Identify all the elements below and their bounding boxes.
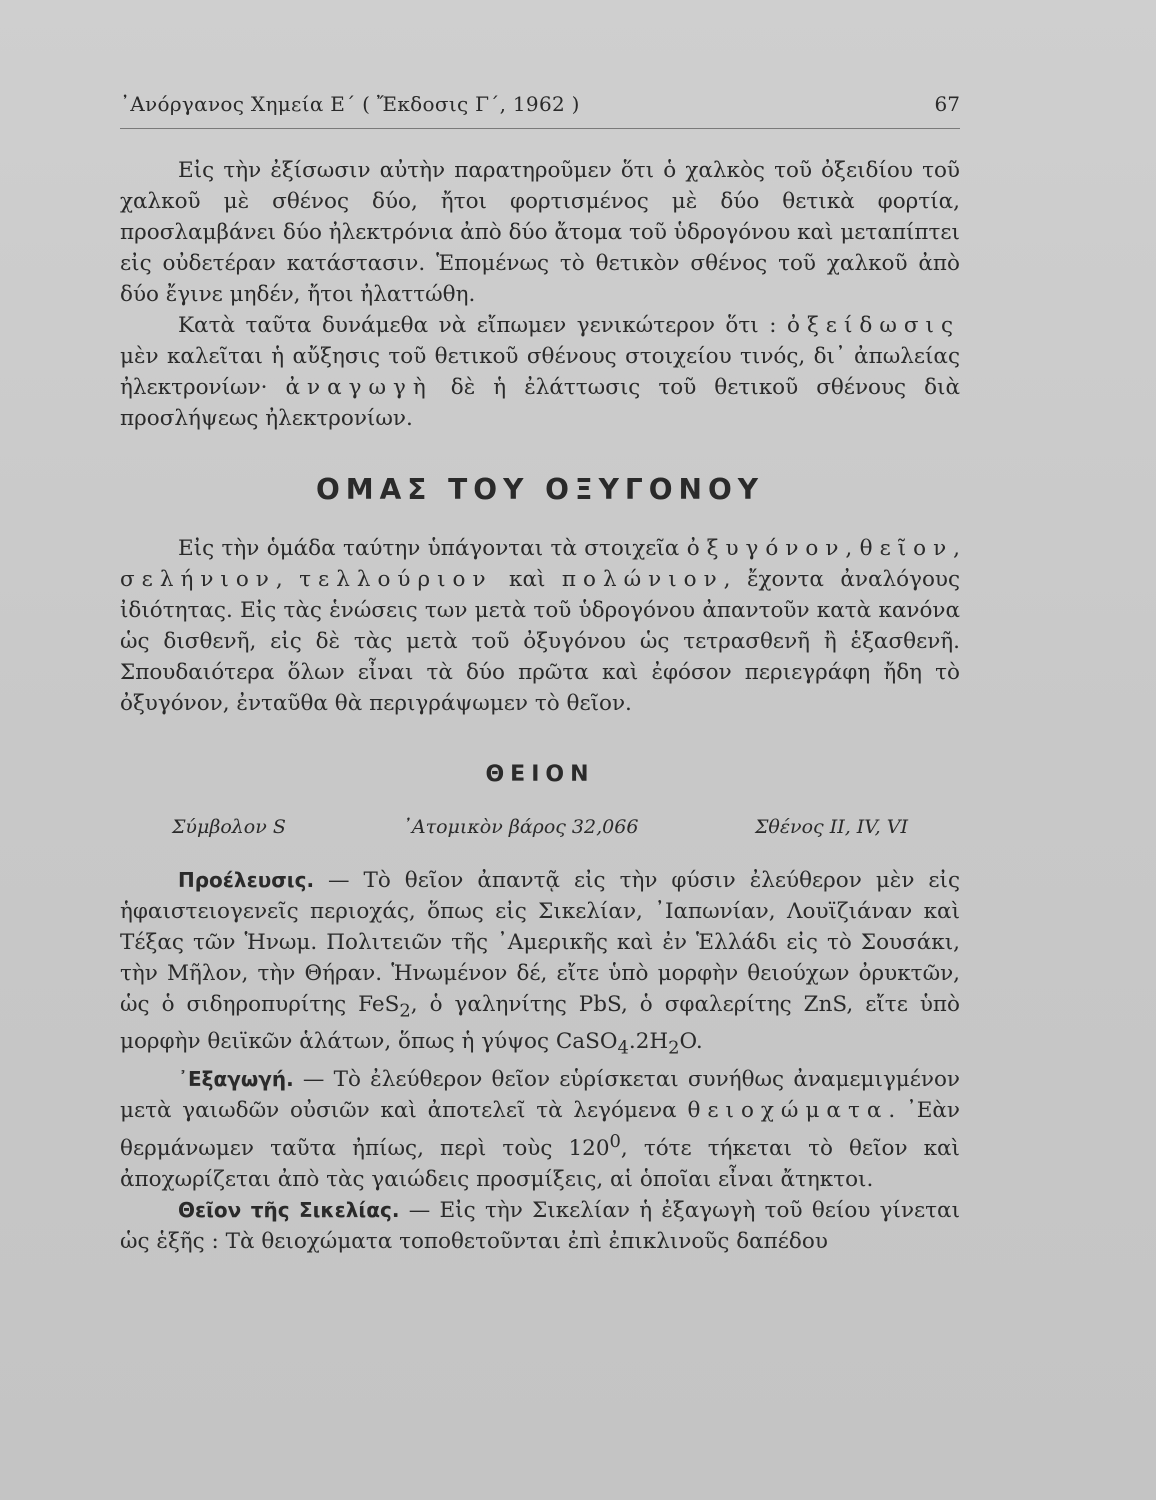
- element-sulfur: θεῖον: [859, 536, 954, 561]
- paragraph-copper-equation: Εἰς τὴν ἐξίσωσιν αὐτὴν παρατηροῦμεν ὅτι ὁ χαλκὸς τοῦ ὀξειδίου τοῦ χαλκοῦ μὲ σθένος δύο, ἤτοι φορτισμένος μὲ δύο θετικὰ φορτία, προσλαμβάνει δύο ἠλεκτρόνια ἀπὸ δύο ἄτομα τοῦ ὑδρογόνου καὶ μεταπίπτει εἰς οὐδετέραν κατάστασιν. Ἑπομένως τὸ θετικὸν σθένος τοῦ χαλκοῦ ἀπὸ δύο ἔγινε μηδέν, ἤτοι ἠλαττώθη.: [120, 158, 960, 307]
- origin-heading: Προέλευσις.: [178, 868, 315, 892]
- text-run: — Τὸ ἐλεύθερον θεῖον εὑρίσκεται συνήθως ἀναμεμιγμένον μετὰ γαιωδῶν οὐσιῶν καὶ ἀποτελεῖ τὰ λεγόμενα: [120, 1066, 960, 1123]
- page-body: [120, 155, 960, 1257]
- paragraph-sicily-sulfur: [120, 1195, 960, 1257]
- paragraph-oxygen-group: [120, 533, 960, 719]
- section-heading-oxygen-group: ΟΜΑΣ ΤΟΥ ΟΞΥΓΟΝΟΥ: [315, 473, 765, 506]
- element-selenium: σελήνιον: [120, 567, 276, 592]
- text-run: O.: [679, 1029, 703, 1055]
- paragraph-oxidation-definition: [120, 310, 960, 434]
- separator: καὶ: [492, 567, 562, 592]
- paragraph-origin: [120, 865, 960, 1064]
- superscript: 0: [609, 1130, 621, 1152]
- element-valence: Σθένος II, IV, VI: [754, 816, 908, 838]
- element-properties: [120, 812, 960, 843]
- element-oxygen: ὀξυγόνον: [686, 536, 846, 561]
- text-run: Κατὰ ταῦτα δυνάμεθα νὰ εἴπωμεν γενικώτερον ὅτι :: [178, 313, 788, 338]
- book-title: ᾿Ανόργανος Χημεία Ε΄ ( Ἔκδοσις Γ΄, 1962 ): [120, 92, 580, 116]
- element-polonium: πολώνιον: [561, 567, 724, 592]
- text-run: .2H: [628, 1029, 669, 1055]
- text-run: . ᾿Εὰν θερμάνωμεν ταῦτα ἠπίως, περὶ τοὺς 120: [120, 1097, 961, 1161]
- element-tellurium: τελλούριον: [299, 567, 493, 592]
- text-run: — Τὸ θεῖον ἀπαντᾷ εἰς τὴν φύσιν ἐλεύθερον μὲν εἰς ἡφαιστειογενεῖς περιοχάς, ὅπως εἰς Σικελίαν, ᾿Ιαπωνίαν, Λουϊζιάναν καὶ Τέξας τῶν Ἡνωμ. Πολιτειῶν τῆς ᾿Αμερικῆς καὶ ἐν Ἑλλάδι εἰς τὸ Σουσάκι, τὴν Μῆλον, τὴν Θήραν. Ἡνωμένον δέ, εἴτε ὑπὸ μορφὴν θειούχων ὀρυκτῶν, ὡς ὁ σιδηροπυρίτης FeS: [120, 868, 960, 1017]
- running-header: [120, 88, 960, 129]
- term-sulfur-earths: θειοχώματα: [687, 1097, 889, 1123]
- subscript: 2: [399, 1000, 411, 1022]
- text-run: μὲν καλεῖται ἡ αὔξησις τοῦ θετικοῦ σθένους στοιχείου τινός, δι᾿ ἀπωλείας ἠλεκτρονίων·: [120, 344, 960, 400]
- text-run: , ἔχοντα ἀναλόγους ἰδιότητας. Εἰς τὰς ἑνώσεις των μετὰ τοῦ ὑδρογόνου ἀπαντοῦν κατὰ κανόνα ὡς δισθενῆ, εἰς δὲ τὰς μετὰ τοῦ ὀξυγόνου ὡς τετρασθενῆ ἢ ἑξασθενῆ. Σπουδαιότερα ὅλων εἶναι τὰ δύο πρῶτα καὶ ἐφόσον περιεγράφη ἤδη τὸ ὀξυγόνον, ἐνταῦθα θὰ περιγράψωμεν τὸ θεῖον.: [120, 567, 960, 716]
- text-run: , ὁ γαληνίτης PbS, ὁ σφαλερίτης ZnS, εἴτε ὑπὸ μορφὴν θειϊκῶν ἁλάτων, ὅπως ἡ γύψος CaSO: [120, 992, 960, 1055]
- text-run: Εἰς τὴν ὁμάδα ταύτην ὑπάγονται τὰ στοιχεῖα: [178, 536, 687, 561]
- paragraph-extraction: [120, 1064, 960, 1195]
- separator: ,: [953, 536, 960, 561]
- separator: ,: [275, 567, 300, 592]
- text-run: , τότε τήκεται τὸ θεῖον καὶ ἀποχωρίζεται ἀπὸ τὰς γαιώδεις προσμίξεις, αἱ ὁποῖαι εἶναι ἄτηκτοι.: [120, 1135, 960, 1192]
- text-run: δὲ ἡ ἐλάττωσις τοῦ θετικοῦ σθένους διὰ προσλήψεως ἠλεκτρονίων.: [120, 375, 960, 431]
- sicily-heading: Θεῖον τῆς Σικελίας.: [178, 1197, 400, 1222]
- term-reduction: ἀναγωγὴ: [285, 375, 433, 400]
- page-number: 67: [934, 92, 960, 116]
- element-symbol: Σύμβολον S: [172, 816, 286, 838]
- extraction-heading: ᾿Εξαγωγή.: [178, 1066, 294, 1091]
- element-heading-sulfur: ΘΕΙΟΝ: [485, 762, 595, 787]
- element-atomic-weight: ᾿Ατομικὸν βάρος 32,066: [402, 816, 639, 838]
- term-oxidation: ὀξείδωσις: [787, 313, 960, 338]
- subscript: 2: [668, 1037, 680, 1059]
- subscript: 4: [617, 1037, 629, 1059]
- text-run: — Εἰς τὴν Σικελίαν ἡ ἐξαγωγὴ τοῦ θείου γίνεται ὡς ἑξῆς : Τὰ θειοχώματα τοποθετοῦνται ἐπὶ ἐπικλινοῦς δαπέδου: [120, 1197, 961, 1254]
- separator: ,: [845, 536, 860, 561]
